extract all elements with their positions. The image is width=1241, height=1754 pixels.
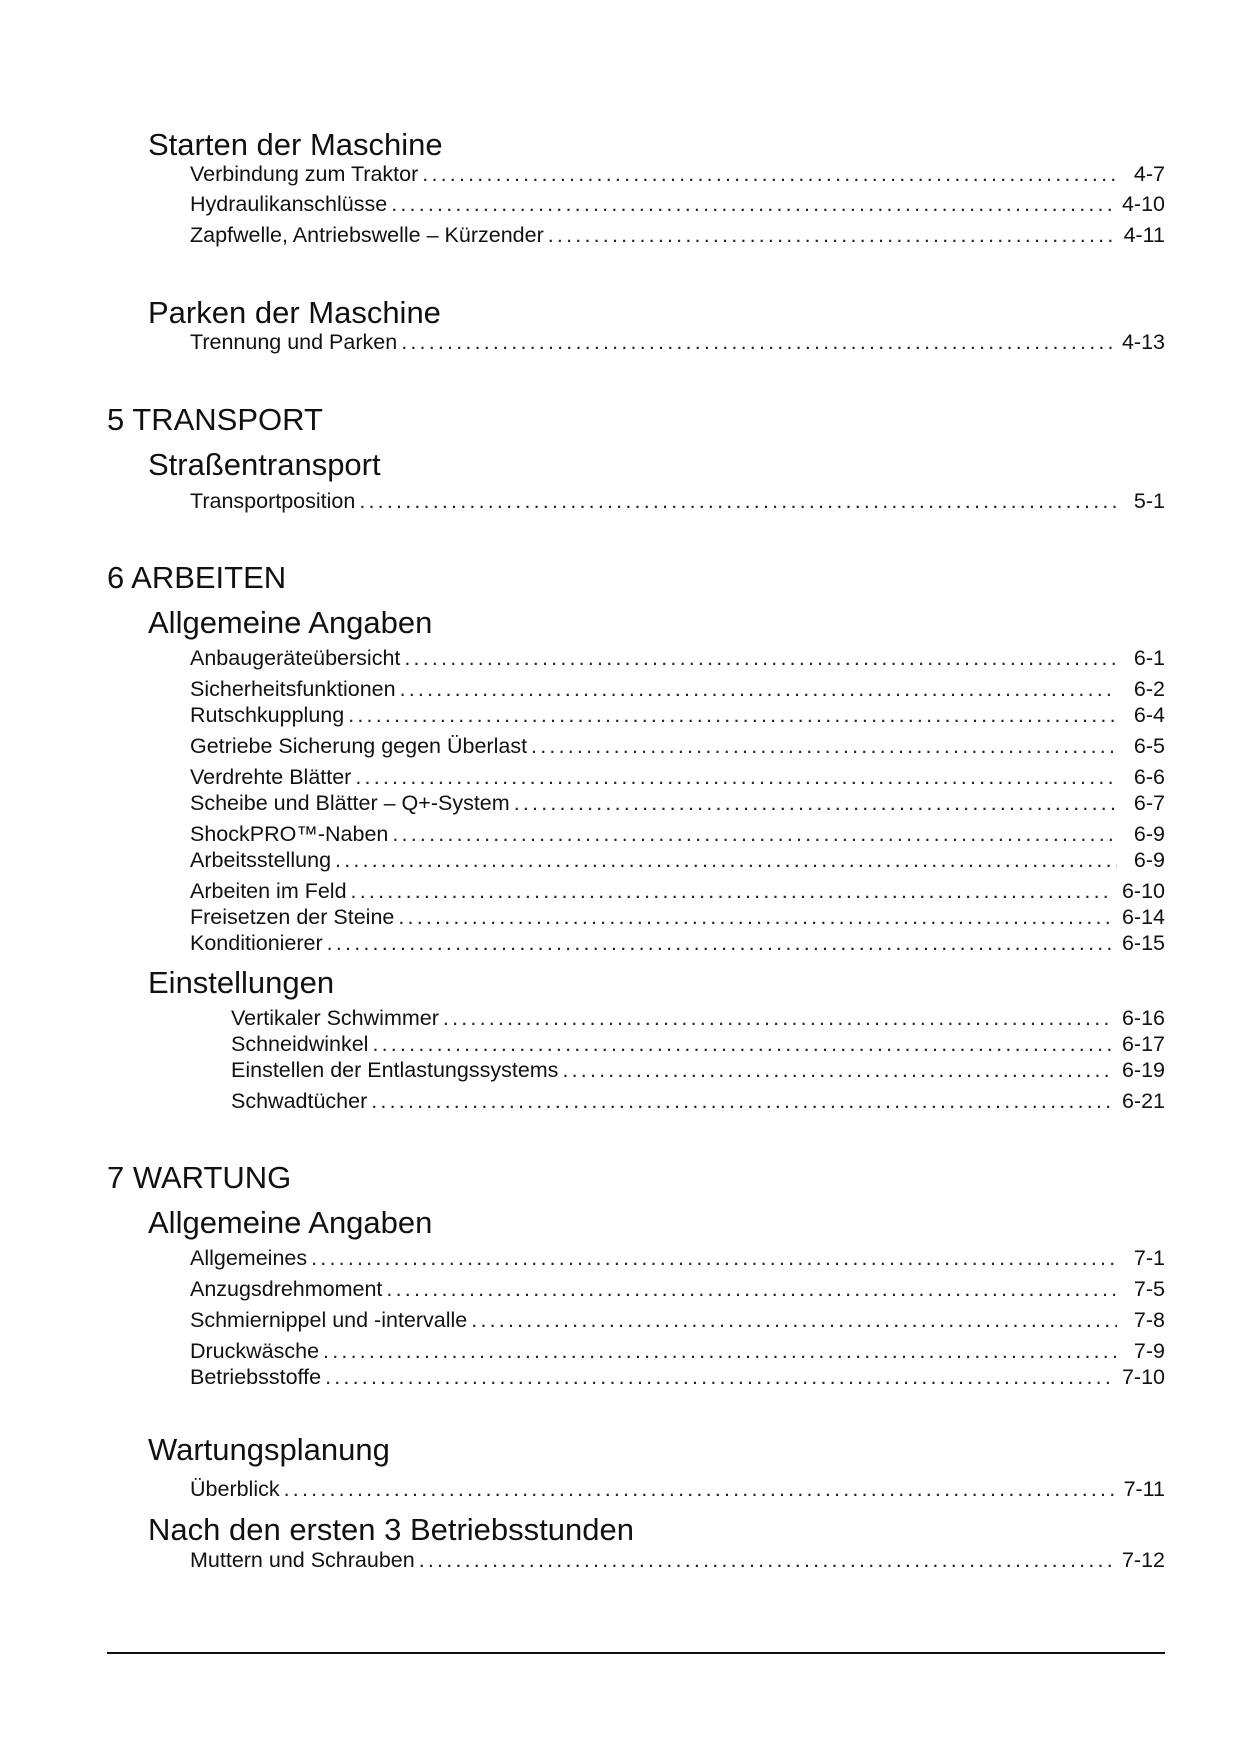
toc-entry-rutschkupplung[interactable] xyxy=(190,702,1165,728)
toc-entry-title: Anbaugeräteübersicht xyxy=(190,646,401,670)
toc-entry-title: Betriebsstoffe xyxy=(190,1365,322,1389)
toc-leader-dots xyxy=(284,1476,1116,1502)
toc-entry-title: Hydraulikanschlüsse xyxy=(190,192,388,216)
toc-page-number: 7-12 xyxy=(1121,1548,1165,1572)
toc-entry-anzugsdrehmoment[interactable] xyxy=(190,1276,1165,1302)
toc-entry-title: Arbeitsstellung xyxy=(190,848,332,872)
chapter-heading-arbeiten: 6 ARBEITEN xyxy=(107,560,287,595)
toc-entry-title: Sicherheitsfunktionen xyxy=(190,677,396,701)
section-heading-nach-3-betriebsstunden: Nach den ersten 3 Betriebsstunden xyxy=(148,1512,634,1547)
toc-page-number: 6-21 xyxy=(1121,1089,1165,1113)
toc-entry-shockpro-naben[interactable] xyxy=(190,821,1165,847)
toc-page-number: 6-1 xyxy=(1133,646,1165,670)
toc-page-number: 7-9 xyxy=(1133,1339,1165,1363)
section-heading-einstellungen: Einstellungen xyxy=(148,965,335,1000)
toc-leader-dots xyxy=(531,733,1117,759)
toc-leader-dots xyxy=(422,161,1117,187)
toc-leader-dots xyxy=(325,1364,1114,1390)
section-heading-allgemeine-angaben: Allgemeine Angaben xyxy=(148,605,433,640)
toc-page-number: 6-17 xyxy=(1121,1032,1165,1056)
toc-page-number: 6-6 xyxy=(1133,765,1165,789)
toc-entry-transportposition[interactable] xyxy=(190,488,1165,514)
toc-entry-title: Schneidwinkel xyxy=(231,1032,369,1056)
toc-entry-zapfwelle[interactable] xyxy=(190,222,1165,248)
toc-page-number: 6-16 xyxy=(1121,1006,1165,1030)
toc-page-number: 6-7 xyxy=(1133,791,1165,815)
toc-leader-dots xyxy=(355,764,1117,790)
toc-entry-title: Getriebe Sicherung gegen Überlast xyxy=(190,734,528,758)
toc-leader-dots xyxy=(311,1245,1117,1271)
toc-entry-allgemeines[interactable] xyxy=(190,1245,1165,1271)
toc-page-number: 7-8 xyxy=(1133,1308,1165,1332)
toc-entry-title: Trennung und Parken xyxy=(190,330,398,354)
toc-page-number: 6-5 xyxy=(1133,734,1165,758)
toc-page-number: 4-11 xyxy=(1123,223,1165,247)
toc-entry-title: Allgemeines xyxy=(190,1246,308,1270)
toc-leader-dots xyxy=(386,1276,1117,1302)
section-heading-parken: Parken der Maschine xyxy=(148,295,441,330)
toc-leader-dots xyxy=(471,1307,1117,1333)
toc-entry-schneidwinkel[interactable] xyxy=(231,1031,1165,1057)
toc-page-number: 7-5 xyxy=(1133,1277,1165,1301)
section-heading-strassentransport: Straßentransport xyxy=(148,447,381,482)
toc-entry-title: Vertikaler Schwimmer xyxy=(231,1006,439,1030)
toc-entry-title: Verbindung zum Traktor xyxy=(190,162,419,186)
toc-entry-konditionierer[interactable] xyxy=(190,930,1165,956)
toc-leader-dots xyxy=(327,930,1114,956)
toc-leader-dots xyxy=(562,1057,1114,1083)
toc-page-number: 6-14 xyxy=(1121,905,1165,929)
toc-leader-dots xyxy=(371,1088,1114,1114)
toc-leader-dots xyxy=(359,488,1117,514)
chapter-heading-wartung: 7 WARTUNG xyxy=(107,1160,292,1195)
toc-leader-dots xyxy=(400,676,1117,702)
footer-divider xyxy=(107,1652,1165,1654)
toc-leader-dots xyxy=(443,1005,1114,1031)
toc-page-number: 4-10 xyxy=(1121,192,1165,216)
toc-entry-verbindung-traktor[interactable] xyxy=(190,161,1165,187)
toc-entry-ueberblick[interactable] xyxy=(190,1476,1165,1502)
toc-leader-dots xyxy=(392,821,1117,847)
chapter-heading-transport: 5 TRANSPORT xyxy=(107,402,323,437)
toc-entry-title: Konditionierer xyxy=(190,931,323,955)
toc-entry-freisetzen-steine[interactable] xyxy=(190,904,1165,930)
toc-entry-title: Arbeiten im Feld xyxy=(190,879,347,903)
toc-page-number: 7-11 xyxy=(1123,1477,1165,1501)
toc-entry-anbaugeraeteuebersicht[interactable] xyxy=(190,645,1165,671)
toc-entry-hydraulikanschluesse[interactable] xyxy=(190,191,1165,217)
toc-entry-arbeiten-im-feld[interactable] xyxy=(190,878,1165,904)
toc-entry-title: Anzugsdrehmoment xyxy=(190,1277,383,1301)
toc-leader-dots xyxy=(351,878,1114,904)
toc-entry-title: Schmiernippel und -intervalle xyxy=(190,1308,468,1332)
toc-leader-dots xyxy=(404,645,1117,671)
toc-entry-title: Transportposition xyxy=(190,489,356,513)
toc-entry-getriebe-sicherung[interactable] xyxy=(190,733,1165,759)
toc-leader-dots xyxy=(348,702,1117,728)
toc-page-number: 6-10 xyxy=(1121,879,1165,903)
toc-entry-druckwaesche[interactable] xyxy=(190,1338,1165,1364)
toc-entry-title: ShockPRO™-Naben xyxy=(190,822,389,846)
toc-page-number: 7-10 xyxy=(1121,1365,1165,1389)
toc-page-number: 6-9 xyxy=(1133,822,1165,846)
toc-entry-scheibe-blaetter[interactable] xyxy=(190,790,1165,816)
toc-leader-dots xyxy=(372,1031,1114,1057)
toc-entry-muttern-schrauben[interactable] xyxy=(190,1547,1165,1573)
toc-entry-title: Muttern und Schrauben xyxy=(190,1548,415,1572)
toc-entry-title: Scheibe und Blätter – Q+-System xyxy=(190,791,510,815)
section-heading-starten: Starten der Maschine xyxy=(148,127,443,162)
toc-leader-dots xyxy=(323,1338,1117,1364)
section-heading-wartungsplanung: Wartungsplanung xyxy=(148,1432,390,1467)
toc-page-number: 7-1 xyxy=(1133,1246,1165,1270)
toc-page-number: 4-7 xyxy=(1133,162,1165,186)
toc-entry-trennung-parken[interactable] xyxy=(190,329,1165,355)
toc-page-number: 6-19 xyxy=(1121,1058,1165,1082)
toc-entry-schmiernippel[interactable] xyxy=(190,1307,1165,1333)
toc-entry-sicherheitsfunktionen[interactable] xyxy=(190,676,1165,702)
toc-leader-dots xyxy=(419,1547,1114,1573)
toc-page-number: 6-4 xyxy=(1133,703,1165,727)
toc-leader-dots xyxy=(335,847,1117,873)
toc-leader-dots xyxy=(398,904,1114,930)
toc-leader-dots xyxy=(391,191,1114,217)
toc-entry-title: Druckwäsche xyxy=(190,1339,320,1363)
toc-page-number: 5-1 xyxy=(1133,489,1165,513)
toc-leader-dots xyxy=(548,222,1116,248)
toc-entry-betriebsstoffe[interactable] xyxy=(190,1364,1165,1390)
toc-entry-entlastungssystem[interactable] xyxy=(231,1057,1165,1083)
toc-entry-title: Einstellen der Entlastungssystems xyxy=(231,1058,559,1082)
toc-leader-dots xyxy=(401,329,1114,355)
toc-entry-schwadtuecher[interactable] xyxy=(231,1088,1165,1114)
toc-entry-title: Verdrehte Blätter xyxy=(190,765,352,789)
toc-page-number: 4-13 xyxy=(1121,330,1165,354)
toc-entry-vertikaler-schwimmer[interactable] xyxy=(231,1005,1165,1031)
toc-page-number: 6-2 xyxy=(1133,677,1165,701)
toc-leader-dots xyxy=(514,790,1117,816)
toc-entry-arbeitsstellung[interactable] xyxy=(190,847,1165,873)
toc-page-number: 6-9 xyxy=(1133,848,1165,872)
toc-entry-title: Rutschkupplung xyxy=(190,703,345,727)
toc-entry-verdrehte-blaetter[interactable] xyxy=(190,764,1165,790)
toc-entry-title: Zapfwelle, Antriebswelle – Kürzender xyxy=(190,223,544,247)
toc-entry-title: Überblick xyxy=(190,1477,280,1501)
toc-page-number: 6-15 xyxy=(1121,931,1165,955)
section-heading-allgemeine-angaben-wartung: Allgemeine Angaben xyxy=(148,1205,433,1240)
toc-entry-title: Schwadtücher xyxy=(231,1089,368,1113)
toc-entry-title: Freisetzen der Steine xyxy=(190,905,395,929)
